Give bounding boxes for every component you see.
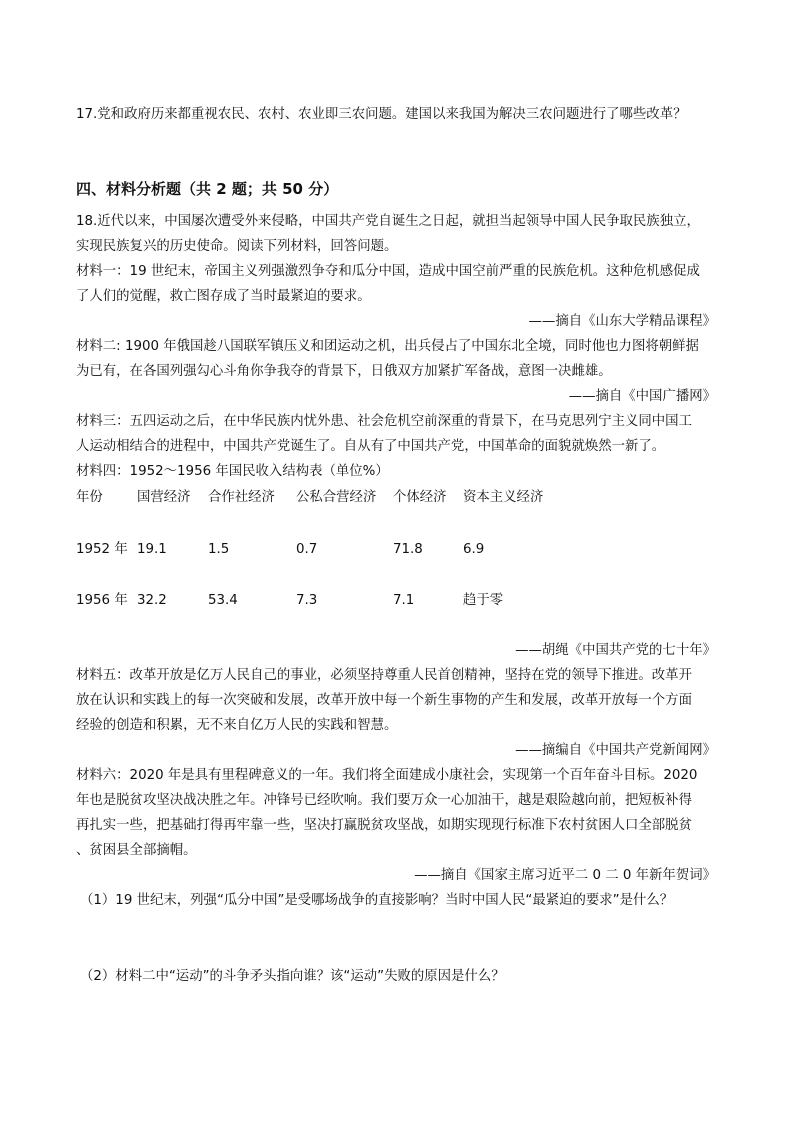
- sub-question-2: （2）材料二中“运动”的斗争矛头指向谁？该“运动”失败的原因是什么？: [80, 969, 505, 984]
- table-cell: 19.1: [137, 542, 167, 557]
- table-cell: 6.9: [463, 542, 485, 557]
- material-4-source: ——胡绳《中国共产党的七十年》: [515, 643, 716, 658]
- material-6-line-1: 材料六：2020 年是具有里程碑意义的一年。我们将全面建成小康社会，实现第一个百年奋斗目标。2020: [76, 768, 698, 783]
- material-1-line-1: 材料一：19 世纪末，帝国主义列强激烈争夺和瓜分中国，造成中国空前严重的民族危机。这种危机感促成: [76, 264, 700, 279]
- question-18-intro-line-2: 实现民族复兴的历史使命。阅读下列材料，回答问题。: [76, 239, 398, 254]
- sub-question-1: （1）19 世纪末，列强“瓜分中国”是受哪场战争的直接影响？当时中国人民“最紧迫的要求”是什么？: [80, 893, 674, 908]
- material-5-line-2: 放在认识和实践上的每一次突破和发展，改革开放中每一个新生事物的产生和发展，改革开放每一个方面: [76, 693, 692, 708]
- material-5-line-1: 材料五：改革开放是亿万人民自己的事业，必须坚持尊重人民首创精神，坚持在党的领导下推进。改革开: [76, 668, 692, 683]
- table-cell: 趋于零: [463, 593, 504, 608]
- table-cell: 7.3: [296, 593, 318, 608]
- material-1-line-2: 了人们的觉醒，救亡图存成了当时最紧迫的要求。: [76, 289, 371, 304]
- table-cell: 0.7: [296, 542, 318, 557]
- table-header-cell: 公私合营经济: [296, 490, 377, 505]
- material-6-line-2: 年也是脱贫攻坚决战决胜之年。冲锋号已经吹响。我们要万众一心加油干，越是艰险越向前，把短板补得: [76, 793, 692, 808]
- section-heading: 四、材料分析题（共 2 题；共 50 分）: [76, 180, 339, 198]
- table-header-cell: 资本主义经济: [463, 490, 544, 505]
- table-cell: 32.2: [137, 593, 167, 608]
- material-5-source: ——摘编自《中国共产党新闻网》: [515, 743, 716, 758]
- material-2-source: ——摘自《中国广播网》: [568, 389, 716, 404]
- table-cell: 71.8: [393, 542, 423, 557]
- question-18-intro-line-1: 18.近代以来，中国屡次遭受外来侵略，中国共产党自诞生之日起，就担当起领导中国人民争取民族独立，: [76, 214, 700, 229]
- material-3-line-1: 材料三：五四运动之后，在中华民族内忧外患、社会危机空前深重的背景下，在马克思列宁主义同中国工: [76, 414, 692, 429]
- table-cell: 1.5: [208, 542, 230, 557]
- question-17: 17.党和政府历来都重视农民、农村、农业即三农问题。建国以来我国为解决三农问题进行了哪些改革？: [76, 107, 687, 122]
- material-6-line-4: 、贫困县全部摘帽。: [76, 843, 197, 858]
- table-header-cell: 个体经济: [393, 490, 447, 505]
- table-header-cell: 年份: [76, 490, 103, 505]
- table-header-cell: 国营经济: [137, 490, 191, 505]
- material-3-line-2: 人运动相结合的进程中，中国共产党诞生了。自从有了中国共产党，中国革命的面貌就焕然一新了。: [76, 439, 666, 454]
- table-cell: 53.4: [208, 593, 238, 608]
- material-1-source: ——摘自《山东大学精品课程》: [528, 314, 716, 329]
- material-5-line-3: 经验的创造和积累，无不来自亿万人民的实践和智慧。: [76, 718, 398, 733]
- material-6-line-3: 再扎实一些，把基础打得再牢靠一些，坚决打赢脱贫攻坚战，如期实现现行标准下农村贫困人口全部脱贫: [76, 818, 692, 833]
- material-2-line-1: 材料二: 1900 年俄国趁八国联军镇压义和团运动之机，出兵侵占了中国东北全境，同时他也力图将朝鲜据: [76, 339, 699, 354]
- material-4-title: 材料四：1952～1956 年国民收入结构表（单位%）: [76, 464, 389, 479]
- table-header-cell: 合作社经济: [208, 490, 275, 505]
- material-6-source: ——摘自《国家主席习近平二 0 二 0 年新年贺词》: [414, 868, 716, 883]
- material-2-line-2: 为已有，在各国列强勾心斗角你争我夺的背景下，日俄双方加紧扩军备战，意图一决雌雄。: [76, 364, 612, 379]
- table-cell: 7.1: [393, 593, 415, 608]
- table-cell: 1952 年: [76, 542, 128, 557]
- table-cell: 1956 年: [76, 593, 128, 608]
